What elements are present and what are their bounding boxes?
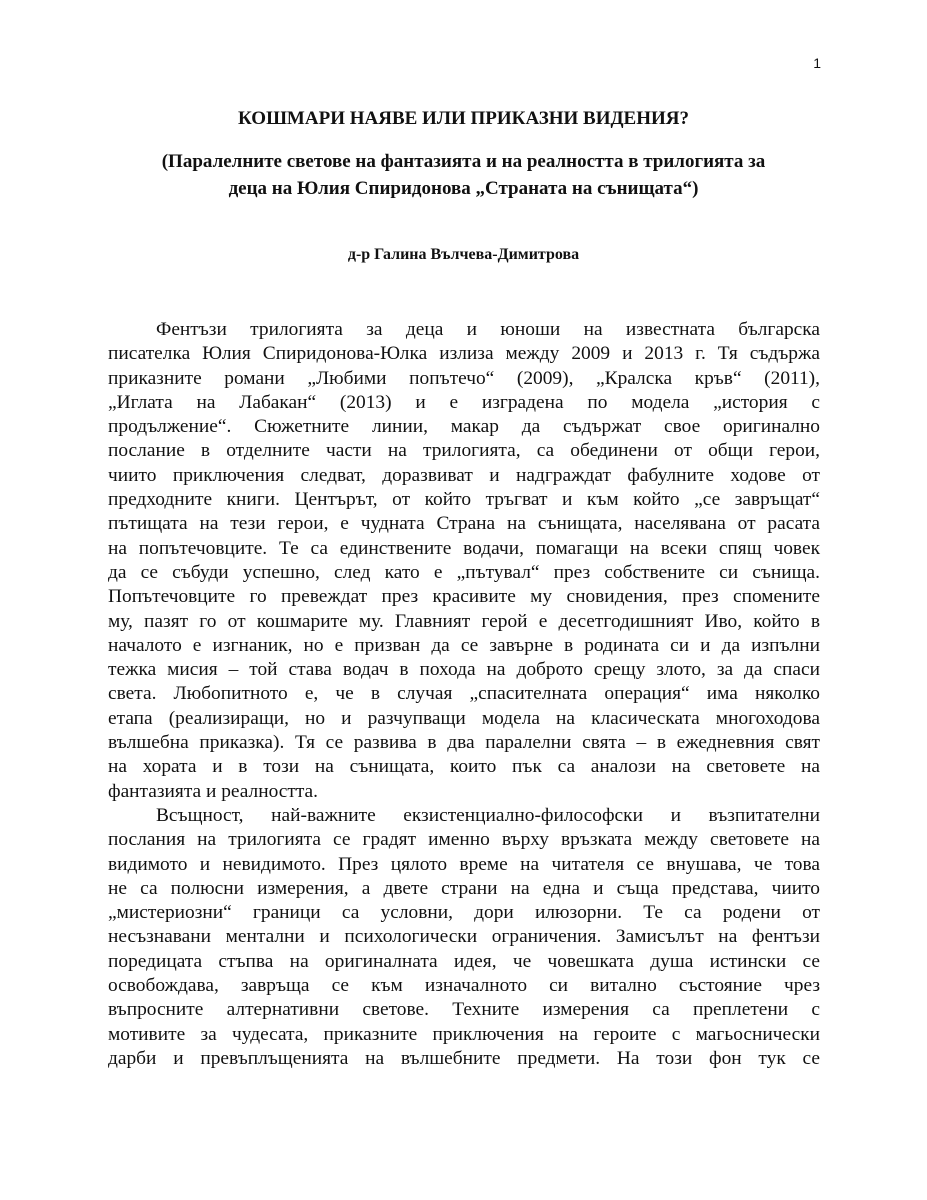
text-line: пътищата на тези герои, е чудната Страна на сънищата, населявана от расата	[108, 513, 820, 535]
text-line: „Иглата на Лабакан“ (2013) и е изградена по модела „история с	[108, 391, 820, 413]
text-line: вълшебна приказка). Тя се развива в два паралелни свята – в ежедневния свят	[108, 732, 820, 754]
text-line: етапа (реализиращи, но и разчупващи модела на класическата многоходова	[108, 707, 820, 729]
text-line: чиито приключения следват, доразвиват и надграждат фабулните ходове от	[108, 464, 820, 486]
text-line: света. Любопитното е, че в случая „спасителната операция“ има няколко	[108, 683, 820, 705]
text-line: продължение“. Сюжетните линии, макар да съдържат свое оригинално	[108, 416, 820, 438]
text-line: предходните книги. Центърът, от който тръгват и към който „се завръщат“	[108, 489, 820, 511]
text-line: послание в отделните части на трилогията, са обединени от общи герои,	[108, 440, 820, 462]
text-line: на хората и в този на сънищата, които пък са аналози на световете на	[108, 756, 820, 778]
text-line: освобождава, завръща се към изначалното си витално състояние чрез	[108, 975, 820, 997]
text-line: на попътечовците. Те са единствените водачи, помагащи на всеки спящ човек	[108, 537, 820, 559]
text-line: „мистериозни“ граници са условни, дори илюзорни. Те са родени от	[108, 902, 820, 924]
text-line: Попътечовците го превеждат през красивите му сновидения, през спомените	[108, 586, 820, 608]
article-subtitle	[100, 148, 827, 202]
article-title: КОШМАРИ НАЯВЕ ИЛИ ПРИКАЗНИ ВИДЕНИЯ?	[237, 108, 690, 129]
text-line: началото е изгнаник, но е призван да се завърне в родината си и да изпълни	[108, 634, 820, 656]
paragraph-1	[108, 318, 820, 804]
text-line: видимото и невидимото. През цялото време на читателя се внушава, че това	[108, 853, 820, 875]
page-number: 1	[813, 55, 821, 71]
author-name: д-р Галина Вълчева-Димитрова	[347, 246, 580, 263]
text-line: послания на трилогията се градят именно върху връзката между световете на	[108, 829, 820, 851]
text-line: да се събуди успешно, след като е „пътувал“ през собствените си сънища.	[108, 561, 820, 583]
subtitle-line: деца на Юлия Спиридонова „Страната на сънищата“)	[228, 178, 699, 199]
article-body	[108, 318, 820, 1071]
text-line: фантазията и реалността.	[108, 780, 319, 802]
text-line: не са полюсни измерения, а двете страни на една и съща представа, чиито	[108, 877, 820, 899]
text-line: дарби и превъплъщенията на вълшебните предмети. На този фон тук се	[108, 1047, 820, 1069]
text-line: писателка Юлия Спиридонова-Юлка излиза между 2009 и 2013 г. Тя съдържа	[108, 343, 820, 365]
subtitle-line: (Паралелните светове на фантазията и на реалността в трилогията за	[161, 151, 766, 172]
text-line: му, пазят го от кошмарите му. Главният герой е десетгодишният Иво, който в	[108, 610, 820, 632]
text-line: несъзнавани ментални и психологически ограничения. Замисълът на фентъзи	[108, 926, 820, 948]
paragraph-2	[108, 804, 820, 1071]
text-line: Фентъзи трилогията за деца и юноши на известната българска	[156, 319, 820, 340]
text-line: тежка мисия – той става водач в похода на доброто срещу злото, за да спаси	[108, 659, 820, 681]
text-line: приказните романи „Любими попътечо“ (2009), „Кралска кръв“ (2011),	[108, 367, 820, 389]
text-line: Всъщност, най-важните екзистенциално-философски и възпитателни	[156, 804, 820, 826]
text-line: поредицата стъпва на оригиналната идея, че човешката душа истински се	[108, 950, 820, 972]
text-line: мотивите за чудесата, приказните приключения на героите с магьоснически	[108, 1023, 820, 1045]
text-line: въпросните алтернативни светове. Техните измерения са преплетени с	[108, 999, 820, 1021]
